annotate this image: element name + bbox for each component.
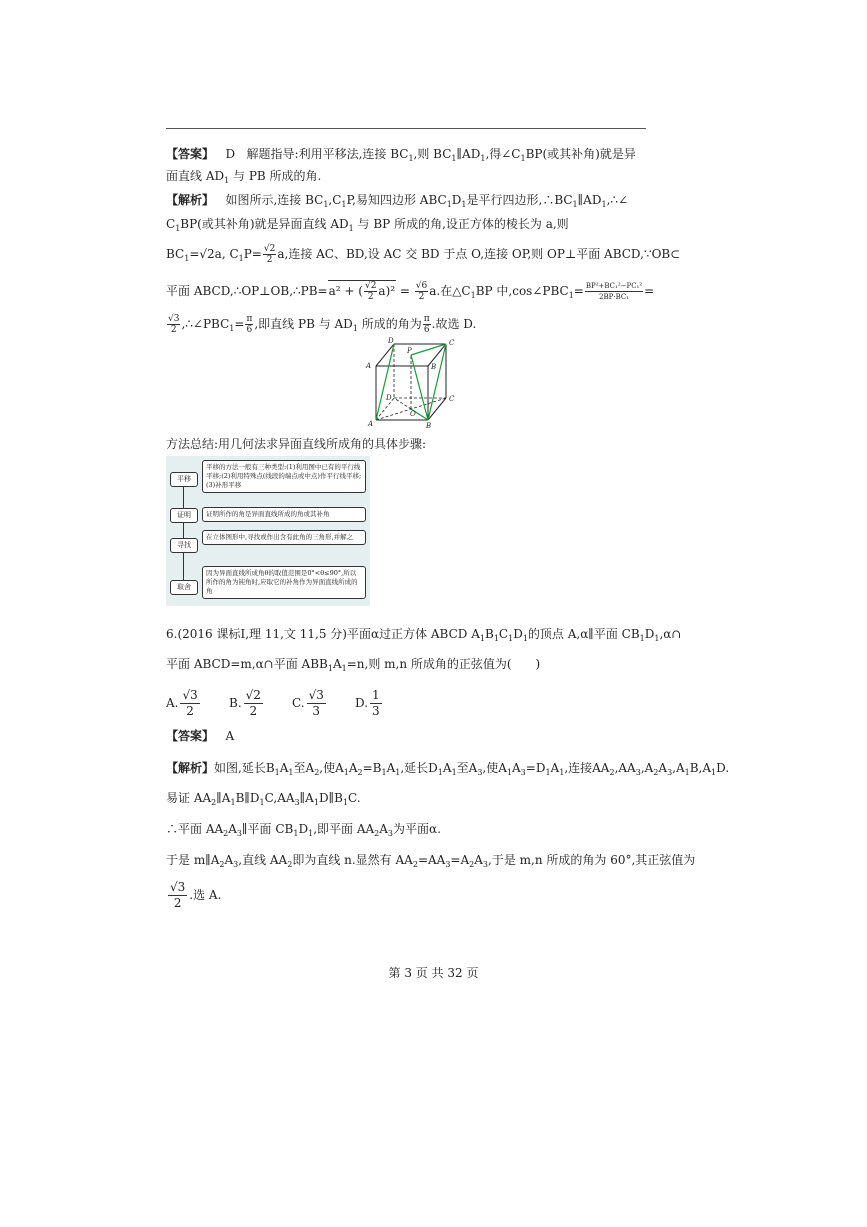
analysis-line-5: $\frac{√3}{2}$ $,\therefore\angle PBC_1=$ $\frac{\pi}{6}$ ,即直线 PB 与 $AD_1$ 所成的角为 $\frac{\pi}{6}$ .故选 D. <box>168 314 477 335</box>
svg-text:B: B <box>426 422 432 428</box>
flow-desc-1: 平移的方法一般有三种类型:(1)利用图中已有的平行线平移;(2)利用特殊点(线段的端点或中点)作平行线平移;(3)补形平移 <box>202 460 366 493</box>
answer-line-1: 【答案】 D 解题指导:利用平移法,连接 $BC_1$,则 $BC_1\parallel AD_1$,得$\angle C_1BP$(或其补角)就是异 <box>166 147 636 163</box>
analysis-line-1: 【解析】 如图所示,连接 $BC_1,C_1P$,易知四边形 $ABC_1D_1$是平行四边形$,\therefore BC_1\parallel AD_1,\therefore\angle$ <box>166 193 629 209</box>
flow-connector <box>183 479 184 584</box>
flow-step-3: 寻找 <box>170 538 198 553</box>
q6-analysis-line-3: ∴平面 $AA_2A_3\parallel$平面 $CB_1D_1$,即平面 $AA_2A_3$为平面α. <box>166 822 441 838</box>
page-footer: 第 3 页 共 32 页 <box>388 966 479 980</box>
seg-P-C1 <box>411 344 446 355</box>
q6-line-1: 6.(2016 课标Ⅰ,理 11,文 11,5 分)平面α过正方体 ABCD $A_1B_1C_1D_1$的顶点 A,α∥平面 $CB_1D_1,\alpha\cap$ <box>166 627 682 643</box>
q6-option-c: C. $\frac{√3}{3}$ <box>292 688 324 718</box>
analysis-line-4: 平面 ABCD,∴OP⊥OB,∴PB=a² + ( $\frac{√2}{2}$ a)² = $\frac{√6}{2}$ a.在$\triangle C_1BP$ 中$,\cos\angle PBC_1=$ $\frac{\text{BP²+BC₁²−PC₁²}}{\text{2BP·BC₁}}$ = <box>166 281 655 302</box>
svg-text:D: D <box>386 394 392 402</box>
svg-text:O: O <box>410 410 416 418</box>
svg-text:D: D <box>388 337 394 345</box>
flow-desc-2: 证明所作的角是异面直线所成的角或其补角 <box>202 507 366 522</box>
method-flowchart <box>166 456 370 606</box>
analysis-line-3: $BC_1=√2a$, $C_1P=$ $\frac{√2}{2}$ a,连接 AC、BD,设 AC 交 BD 于点 O,连接 OP,则 OP⊥平面 ABCD,∵OB⊂ <box>166 244 681 265</box>
q6-option-d: D. $\frac{1}{3}$ <box>355 688 380 718</box>
flow-desc-3: 在立体图形中,寻找或作出含有此角的三角形,并解之 <box>202 530 366 545</box>
q6-option-b: B. $\frac{√2}{2}$ <box>229 688 261 718</box>
q6-answer: 【答案】 A <box>166 729 235 743</box>
cube-figure <box>362 336 462 428</box>
answer-line-2: 面直线 $AD_1$ 与 PB 所成的角. <box>166 169 322 185</box>
flow-desc-4: 因为异面直线所成角θ的取值范围是0°<θ≤90°,所以所作的角为钝角时,应取它的补角作为异面直线所成的角 <box>202 566 366 599</box>
flow-step-1: 平移 <box>170 472 198 487</box>
flow-step-4: 取舍 <box>170 580 198 595</box>
svg-text:P: P <box>407 347 412 355</box>
svg-text:B: B <box>431 363 437 371</box>
svg-text:C: C <box>449 395 455 403</box>
flow-step-2: 证明 <box>170 508 198 523</box>
top-rule <box>166 128 646 129</box>
q6-analysis-line-5: $\frac{√3}{2}$ .选 A. <box>170 880 222 910</box>
svg-text:C: C <box>449 339 455 347</box>
q6-analysis-line-4: 于是 $m\parallel A_2A_3$,直线 $AA_2$即为直线 n.显然有 $AA_2=AA_3=A_2A_3$,于是 m,n 所成的角为 60°,其正弦值为 <box>166 853 696 869</box>
method-title: 方法总结:用几何法求异面直线所成角的具体步骤: <box>166 437 427 451</box>
q6-analysis-line-2: 易证 $AA_2\parallel A_1B\parallel D_1C,AA_3\parallel A_1D\parallel B_1C$. <box>166 791 361 807</box>
q6-line-2: 平面 ABCD=m,α∩平面 $ABB_1A_1=n$,则 m,n 所成角的正弦值为( ) <box>166 657 541 673</box>
q6-option-a: A. $\frac{√3}{2}$ <box>166 688 198 718</box>
q6-analysis-line-1: 【解析】如图,延长$B_1A_1$至$A_2$,使$A_1A_2=B_1A_1$,延长$D_1A_1$至$A_3$,使$A_1A_3=D_1A_1$,连接$AA_2,AA_3,A_2A_3,A_1B,A_1D$. <box>166 761 730 777</box>
svg-text:A: A <box>368 420 374 428</box>
svg-text:A: A <box>366 362 372 370</box>
analysis-line-2: $C_1BP$(或其补角)就是异面直线 $AD_1$ 与 BP 所成的角,设正方体的棱长为 a,则 <box>166 217 569 233</box>
